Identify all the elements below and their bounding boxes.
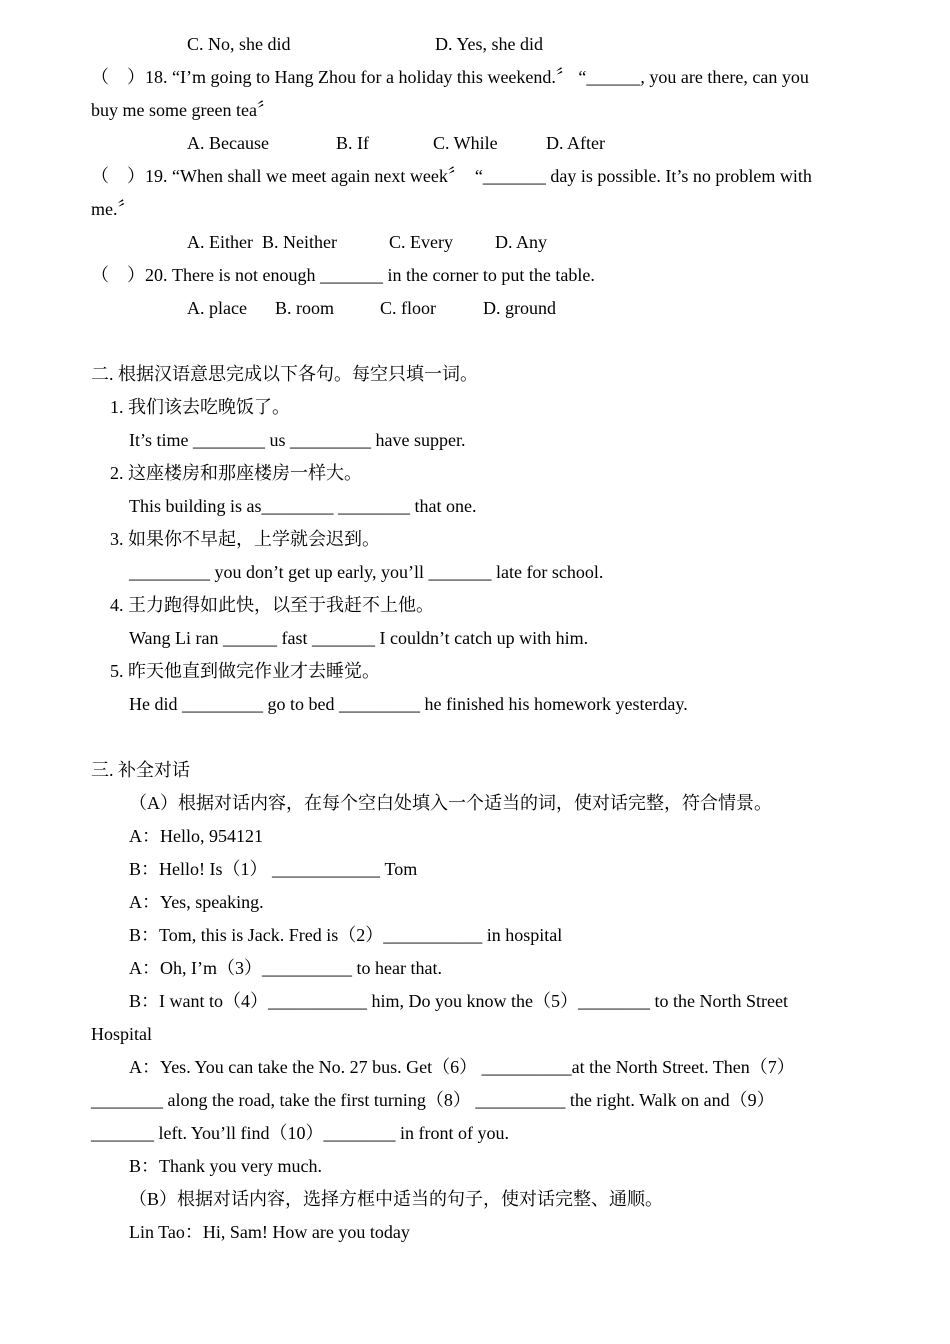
dialogue-line-continuation: _______ left. You’ll find（10）________ in front of you. bbox=[91, 1123, 509, 1143]
s2-item4-en: Wang Li ran ______ fast _______ I couldn’t catch up with him. bbox=[129, 628, 589, 648]
s2-item3-cn: 3. 如果你不早起，上学就会迟到。 bbox=[110, 529, 380, 549]
q17-option-c: C. No, she did bbox=[187, 34, 291, 54]
q20-stem: （ ）20. There is not enough _______ in the corner to put the table. bbox=[91, 265, 595, 285]
q19-option-c: C. Every bbox=[389, 232, 453, 252]
q20-option-d: D. ground bbox=[483, 298, 556, 318]
dialogue-line: B：Thank you very much. bbox=[129, 1156, 322, 1176]
q20-option-a: A. place bbox=[187, 298, 247, 318]
q19-option-ab: A. Either B. Neither bbox=[187, 232, 337, 252]
s2-item2-en: This building is as________ ________ that one. bbox=[129, 496, 477, 516]
s2-item5-en: He did _________ go to bed _________ he finished his homework yesterday. bbox=[129, 694, 688, 714]
dialogue-line: B：Hello! Is（1） ____________ Tom bbox=[129, 859, 418, 879]
dialogue-line: A：Oh, I’m（3）__________ to hear that. bbox=[129, 958, 442, 978]
section2-heading: 二. 根据汉语意思完成以下各句。每空只填一词。 bbox=[91, 364, 478, 384]
q18-option-d: D. After bbox=[546, 133, 605, 153]
dialogue-line: Lin Tao：Hi, Sam! How are you today bbox=[129, 1222, 410, 1242]
s2-item5-cn: 5. 昨天他直到做完作业才去睡觉。 bbox=[110, 661, 380, 681]
q20-option-b: B. room bbox=[275, 298, 335, 318]
q19-option-d: D. Any bbox=[495, 232, 548, 252]
q18-stem-line2: buy me some green tea〞 bbox=[91, 100, 275, 120]
q18-option-c: C. While bbox=[433, 133, 498, 153]
dialogue-line-continuation: Hospital bbox=[91, 1024, 152, 1044]
q18-option-a: A. Because bbox=[187, 133, 269, 153]
dialogue-line: B：Tom, this is Jack. Fred is（2）___________ in hospital bbox=[129, 925, 563, 945]
q17-option-d: D. Yes, she did bbox=[435, 34, 544, 54]
s2-item1-en: It’s time ________ us _________ have supper. bbox=[129, 430, 466, 450]
s2-item2-cn: 2. 这座楼房和那座楼房一样大。 bbox=[110, 463, 362, 483]
q20-option-c: C. floor bbox=[380, 298, 436, 318]
section3-heading: 三. 补全对话 bbox=[91, 760, 190, 780]
dialogue-line: B：I want to（4）___________ him, Do you know the（5）________ to the North Street bbox=[129, 991, 788, 1011]
s2-item4-cn: 4. 王力跑得如此快，以至于我赶不上他。 bbox=[110, 595, 434, 615]
q19-stem-line1: （ ）19. “When shall we meet again next week〞 “_______ day is possible. It’s no problem with bbox=[91, 166, 812, 186]
dialogue-line: A：Yes, speaking. bbox=[129, 892, 264, 912]
q18-option-b: B. If bbox=[336, 133, 369, 153]
dialogue-line: A：Yes. You can take the No. 27 bus. Get（6） __________at the North Street. Then（7） bbox=[129, 1057, 795, 1077]
q18-stem-line1: （ ）18. “I’m going to Hang Zhou for a holiday this weekend.〞 “______, you are there, can you bbox=[91, 67, 809, 87]
s3-partA-instruction: （A）根据对话内容，在每个空白处填入一个适当的词，使对话完整，符合情景。 bbox=[129, 793, 772, 813]
dialogue-line-continuation: ________ along the road, take the first turning（8） __________ the right. Walk on and（9） bbox=[91, 1090, 775, 1110]
s2-item3-en: _________ you don’t get up early, you’ll _______ late for school. bbox=[129, 562, 604, 582]
s2-item1-cn: 1. 我们该去吃晚饭了。 bbox=[110, 397, 290, 417]
dialogue-line: A：Hello, 954121 bbox=[129, 826, 263, 846]
q19-stem-line2: me.〞 bbox=[91, 199, 136, 219]
s3-partB-instruction: （B）根据对话内容，选择方框中适当的句子，使对话完整、通顺。 bbox=[129, 1189, 664, 1209]
